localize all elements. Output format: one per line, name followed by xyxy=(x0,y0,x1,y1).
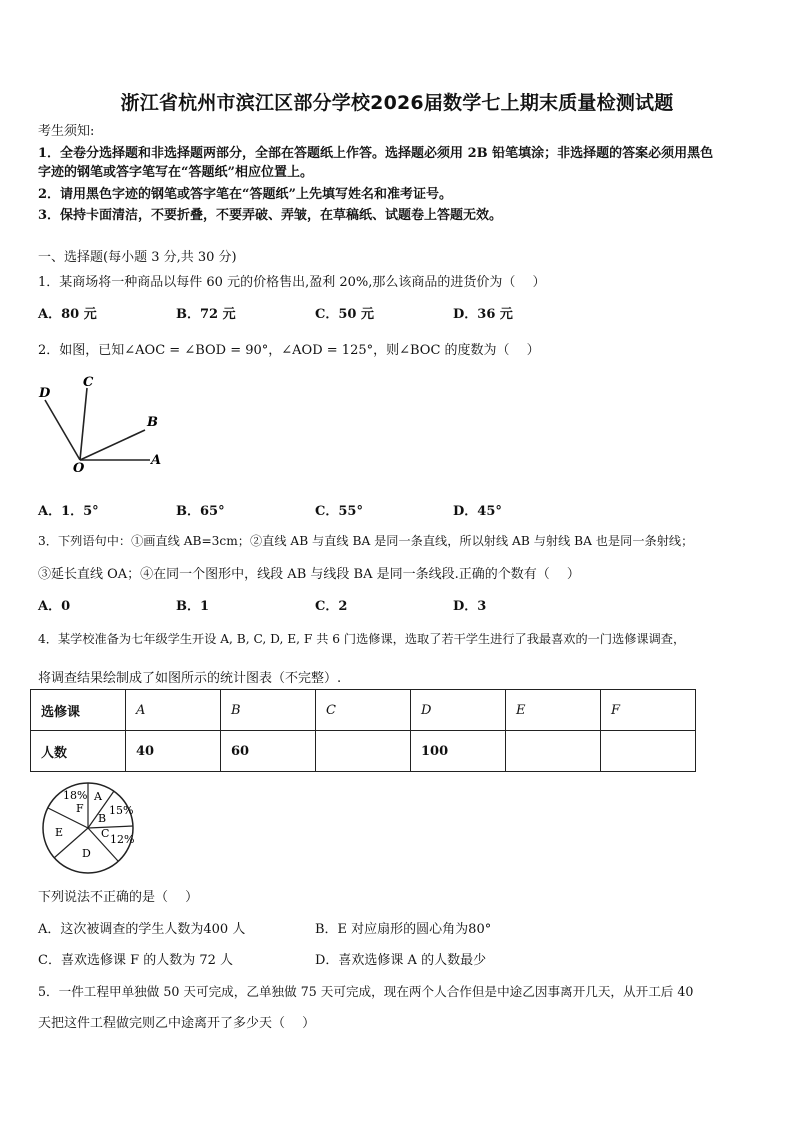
question-3-line2: ③延长直线 OA；④在同一个图形中，线段 AB 与线段 BA 是同一条线段.正确的个数有（ ） xyxy=(38,567,580,582)
pie-label: A xyxy=(94,790,102,803)
notice-item: 1．全卷分选择题和非选择题两部分，全部在答题纸上作答。选择题必须用 2B 铅笔填涂；非选择题的答案必须用黑色 xyxy=(38,146,714,161)
label-o: O xyxy=(73,461,85,476)
section-heading: 一、选择题(每小题 3 分,共 30 分) xyxy=(38,250,237,265)
q4-option-b: B．E 对应扇形的圆心角为80° xyxy=(315,922,492,937)
question-4-line2: 将调查结果绘制成了如图所示的统计图表（不完整）. xyxy=(38,671,342,686)
table-cell: 40 xyxy=(126,731,221,772)
pie-label: B xyxy=(98,812,107,825)
q3-option-b: B．1 xyxy=(176,599,210,614)
table-cell: 60 xyxy=(221,731,316,772)
label-b: B xyxy=(147,415,158,430)
question-5-line2: 天把这件工程做完则乙中途离开了多少天（ ） xyxy=(38,1016,316,1031)
q1-option-c: C．50 元 xyxy=(315,307,374,322)
q1-option-d: D．36 元 xyxy=(453,307,513,322)
table-cell xyxy=(316,731,411,772)
question-1-text: 1．某商场将一种商品以每件 60 元的价格售出,盈利 20%,那么该商品的进货价为（ ） xyxy=(38,275,546,290)
q3-option-c: C．2 xyxy=(315,599,348,614)
pie-label: 12% xyxy=(110,833,135,846)
notice-heading: 考生须知: xyxy=(38,124,95,139)
pie-label: 18% xyxy=(63,789,88,802)
q3-option-d: D．3 xyxy=(453,599,487,614)
table-row xyxy=(31,690,696,731)
q2-option-a: A．1．5° xyxy=(38,504,99,519)
table-cell: E xyxy=(506,690,601,731)
pie-chart xyxy=(40,780,140,876)
question-2-text: 2．如图，已知∠AOC = ∠BOD = 90°，∠AOD = 125°，则∠BOC 的度数为（ ） xyxy=(38,343,540,358)
ray-od xyxy=(45,400,80,460)
table-cell xyxy=(506,731,601,772)
q3-option-a: A．0 xyxy=(38,599,71,614)
label-d: D xyxy=(39,386,51,401)
table-cell: B xyxy=(221,690,316,731)
page-title: 浙江省杭州市滨江区部分学校2026届数学七上期末质量检测试题 xyxy=(120,92,674,114)
pie-label: E xyxy=(55,826,64,839)
pie-label: D xyxy=(82,847,91,860)
label-a: A xyxy=(151,453,162,468)
notice-item: 字迹的钢笔或答字笔写在“答题纸”相应位置上。 xyxy=(38,165,313,180)
table-cell xyxy=(601,731,696,772)
question-4-prompt: 下列说法不正确的是（ ） xyxy=(38,890,199,905)
pie-label: F xyxy=(76,802,84,815)
angle-figure xyxy=(35,372,170,477)
table-cell: D xyxy=(411,690,506,731)
ray-oc xyxy=(80,388,87,460)
q2-option-b: B．65° xyxy=(176,504,225,519)
question-5-line1: 5．一件工程甲单独做 50 天可完成，乙单独做 75 天可完成，现在两个人合作但是中途乙因事离开几天，从开工后 40 xyxy=(38,984,694,999)
table-cell: 选修课 xyxy=(31,690,126,731)
pie-label: C xyxy=(101,827,110,840)
q2-option-c: C．55° xyxy=(315,504,363,519)
survey-table xyxy=(30,689,696,772)
notice-item: 2．请用黑色字迹的钢笔或答字笔在“答题纸”上先填写姓名和准考证号。 xyxy=(38,187,453,202)
q1-option-a: A．80 元 xyxy=(38,307,97,322)
q4-option-c: C．喜欢选修课 F 的人数为 72 人 xyxy=(38,953,234,968)
pie-label: 15% xyxy=(109,804,134,817)
table-row xyxy=(31,731,696,772)
q2-option-d: D．45° xyxy=(453,504,502,519)
label-c: C xyxy=(83,375,94,390)
q4-option-d: D．喜欢选修课 A 的人数最少 xyxy=(315,953,487,968)
table-cell: 人数 xyxy=(31,731,126,772)
ray-ob xyxy=(80,430,145,460)
q4-option-a: A．这次被调查的学生人数为400 人 xyxy=(38,922,246,937)
table-cell: 100 xyxy=(411,731,506,772)
table-cell: F xyxy=(601,690,696,731)
notice-item: 3．保持卡面清洁，不要折叠，不要弄破、弄皱，在草稿纸、试题卷上答题无效。 xyxy=(38,208,503,223)
question-3-line1: 3．下列语句中：①画直线 AB=3cm；②直线 AB 与直线 BA 是同一条直线，所以射线 AB 与射线 BA 也是同一条射线； xyxy=(38,534,694,548)
table-cell: C xyxy=(316,690,411,731)
question-4-line1: 4．某学校准备为七年级学生开设 A, B, C, D, E, F 共 6 门选修课，选取了若干学生进行了我最喜欢的一门选修课调查， xyxy=(38,632,686,646)
table-cell: A xyxy=(126,690,221,731)
q1-option-b: B．72 元 xyxy=(176,307,236,322)
